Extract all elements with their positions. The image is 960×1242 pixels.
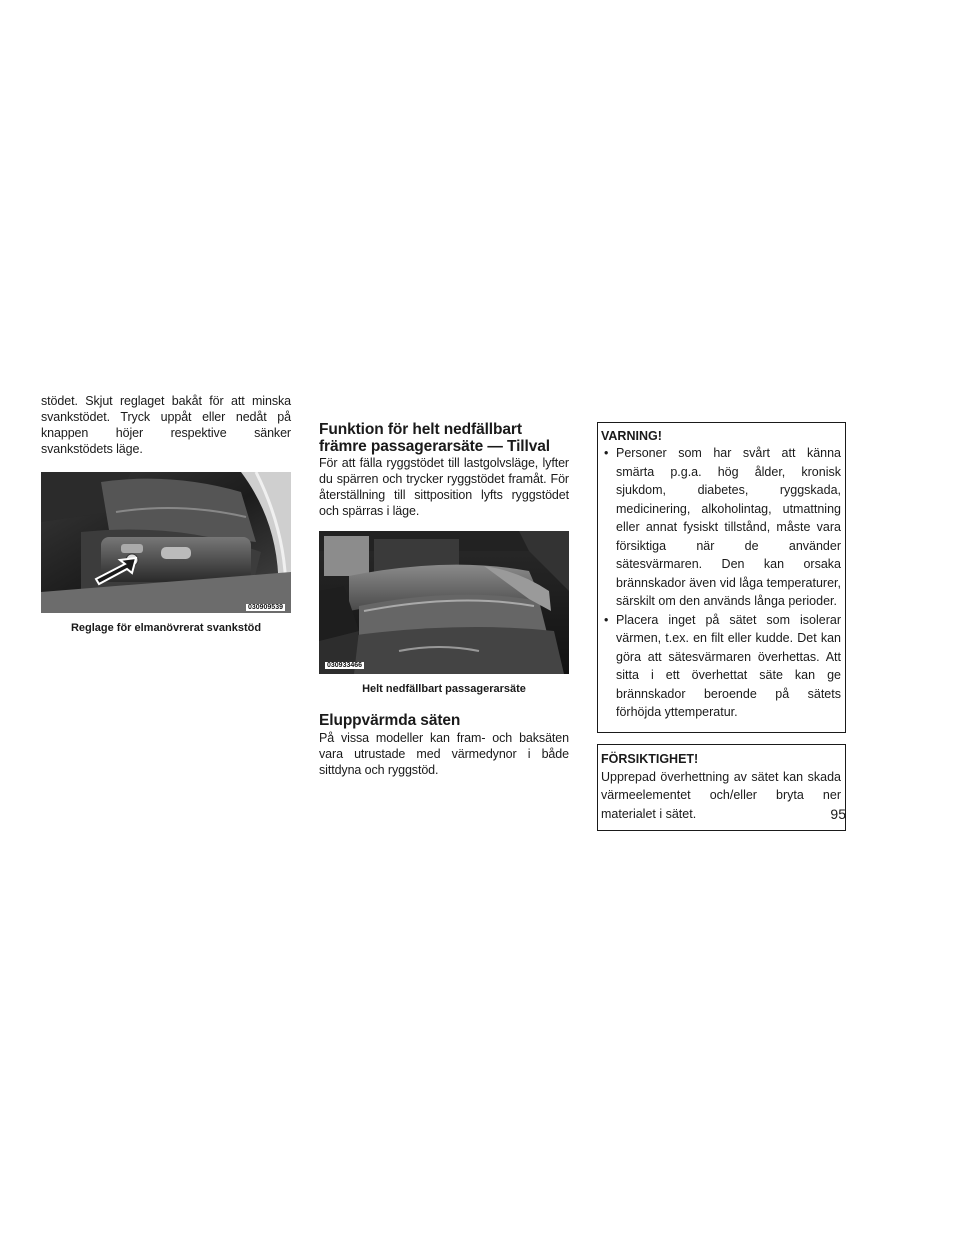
heated-seats-paragraph: På vissa modeller kan fram- och baksäten vara utrustade med värmedynor i både sittdyna och ryggstöd. [319, 731, 569, 777]
section-paragraph: För att fälla ryggstödet till lastgolvsläge, lyfter du spärren och trycker ryggstödet framåt. För återställning till sittposition lyfts ryggstödet och spärras i läge. [319, 456, 569, 518]
folding-seat-photo [319, 531, 569, 674]
right-column [597, 422, 846, 831]
intro-paragraph: stödet. Skjut reglaget bakåt för att minska svankstödet. Tryck uppåt eller nedåt på knappen höjer respektive sänker svankstödets läge. [41, 394, 291, 456]
left-column [41, 393, 291, 634]
warning-item [601, 611, 841, 722]
section-heading: Funktion för helt nedfällbart främre passagerarsäte — Tillval [319, 421, 550, 455]
warning-box [597, 422, 846, 733]
figure-caption: Helt nedfällbart passagerarsäte [362, 683, 526, 695]
figure-caption: Reglage för elmanövrerat svankstöd [70, 622, 262, 634]
caution-box [597, 744, 846, 832]
bullet-icon: • [604, 446, 609, 460]
bullet-icon: • [604, 612, 609, 627]
caution-text: Upprepad överhettning av sätet kan skada värmeelementet och/eller bryta ner materialet i sätet. [601, 769, 841, 821]
lumbar-control-illustration [41, 472, 291, 613]
warning-item-text: Placera inget på sätet som isolerar värmen, t.ex. en filt eller kudde. Det kan göra att sätesvärmaren överhettas. Att sitta i ett överhettat säte kan ge brännskador beroende på sätets förhöjda yttemperatur. [616, 612, 841, 719]
page-number: 95 [830, 806, 846, 822]
folding-seat-illustration [319, 531, 569, 674]
lumbar-control-photo [41, 472, 291, 613]
heated-seats-heading: Eluppvärmda säten [319, 712, 461, 729]
warning-list [601, 444, 841, 722]
figure-code: 030909539 [247, 604, 283, 611]
caution-title: FÖRSIKTIGHET! [601, 751, 699, 766]
warning-item-text: Personer som har svårt att känna smärta p.g.a. hög ålder, kronisk sjukdom, diabetes, ryggskada, medicinering, alkoholintag, utmattning eller annat fysiskt tillstånd, måste vara försiktiga när de använder sätesvärmaren. Den kan orsaka brännskador även vid låga temperaturer, särskilt om den används långa perioder. [616, 446, 841, 608]
figure-code: 030933466 [327, 662, 363, 669]
warning-title: VARNING! [601, 429, 662, 443]
warning-item [601, 444, 841, 611]
middle-column [319, 393, 569, 778]
